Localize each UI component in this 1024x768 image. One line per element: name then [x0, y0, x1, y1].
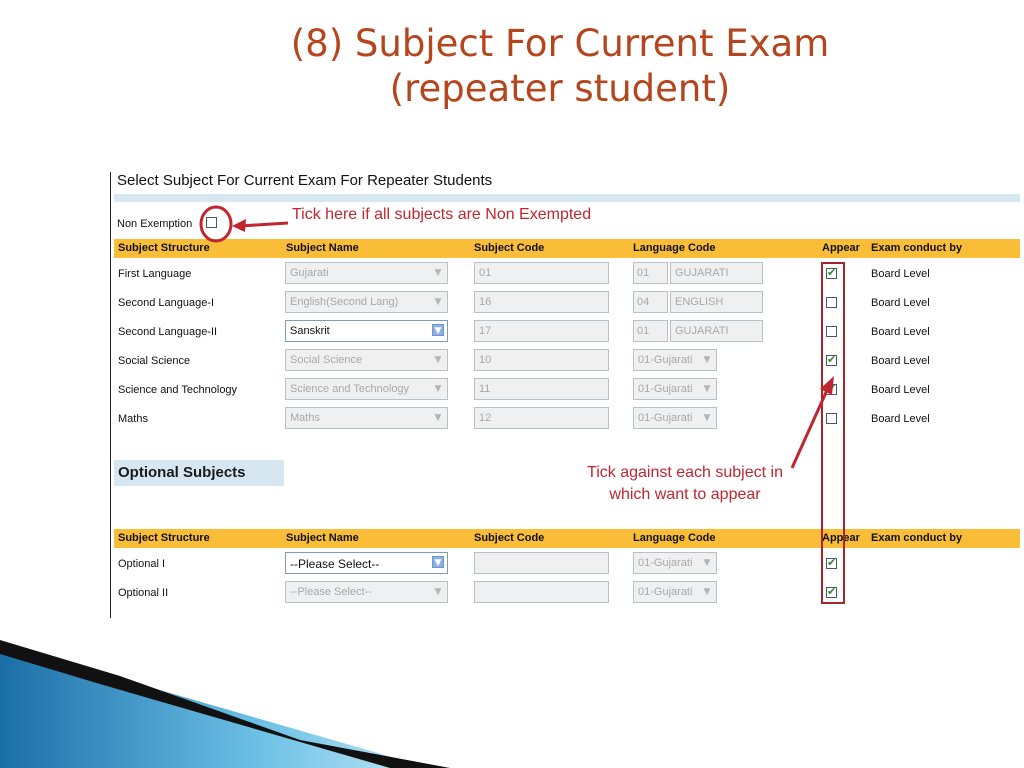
col-subject-code: Subject Code	[474, 242, 545, 254]
chevron-down-icon: ▼	[703, 587, 711, 597]
highlight-circle	[201, 207, 231, 241]
subject-name-value: Science and Technology	[290, 383, 410, 395]
subject-name-value: --Please Select--	[290, 557, 380, 571]
subject-structure-cell: Maths	[118, 413, 148, 425]
exam-conduct-cell: Board Level	[871, 297, 930, 309]
exam-conduct-cell: Board Level	[871, 355, 930, 367]
col-subject-structure: Subject Structure	[118, 532, 210, 544]
chevron-down-icon: ▼	[703, 355, 711, 365]
subject-structure-cell: First Language	[118, 268, 192, 280]
annotation-arrow-line	[240, 223, 288, 226]
subject-name-value: Maths	[290, 412, 320, 424]
subject-name-value: Sanskrit	[290, 325, 330, 337]
language-code-value: 01-Gujarati	[638, 557, 693, 569]
chevron-down-icon: ▼	[703, 384, 711, 394]
subject-structure-cell: Second Language-II	[118, 326, 218, 338]
col-appear: Appear	[822, 242, 860, 254]
subject-name-value: --Please Select--	[290, 586, 372, 598]
appear-column-highlight	[822, 263, 844, 603]
language-code-value: 01-Gujarati	[638, 383, 693, 395]
col-language-code: Language Code	[633, 532, 716, 544]
optional-subjects-title: Optional Subjects	[114, 460, 284, 486]
language-name-field: ENGLISH	[670, 291, 763, 313]
appear-hint-line1: Tick against each subject in	[587, 464, 783, 481]
subject-code-value: 17	[479, 325, 492, 337]
language-code-value: 01-Gujarati	[638, 354, 693, 366]
chevron-down-icon[interactable]: ▼	[432, 324, 444, 336]
chevron-down-icon: ▼	[703, 413, 711, 423]
col-subject-structure: Subject Structure	[118, 242, 210, 254]
appear-hint-line2: which want to appear	[609, 486, 761, 503]
col-appear: Appear	[822, 532, 860, 544]
col-subject-name: Subject Name	[286, 532, 359, 544]
col-language-code: Language Code	[633, 242, 716, 254]
language-code-field: 01	[633, 320, 668, 342]
appear-hint	[560, 462, 810, 506]
subject-structure-cell: Optional I	[118, 558, 166, 570]
subject-code-value: 12	[479, 412, 492, 424]
chevron-down-icon: ▼	[434, 413, 442, 423]
language-name-field: GUJARATI	[670, 262, 763, 284]
exam-conduct-cell: Board Level	[871, 413, 930, 425]
language-code-field: 04	[633, 291, 668, 313]
exam-conduct-cell: Board Level	[871, 384, 930, 396]
col-subject-code: Subject Code	[474, 532, 545, 544]
chevron-down-icon: ▼	[434, 297, 442, 307]
col-subject-name: Subject Name	[286, 242, 359, 254]
chevron-down-icon[interactable]: ▼	[432, 556, 444, 568]
exam-conduct-cell: Board Level	[871, 268, 930, 280]
form-heading: Select Subject For Current Exam For Repeater Students	[117, 172, 493, 189]
exam-conduct-cell: Board Level	[871, 326, 930, 338]
subject-code-value: 11	[479, 383, 491, 395]
col-exam-conduct: Exam conduct by	[871, 532, 963, 544]
non-exempt-hint: Tick here if all subjects are Non Exempted	[292, 206, 592, 223]
chevron-down-icon: ▼	[434, 268, 442, 278]
chevron-down-icon: ▼	[434, 355, 442, 365]
language-name-field: GUJARATI	[670, 320, 763, 342]
language-code-field: 01	[633, 262, 668, 284]
chevron-down-icon: ▼	[434, 384, 442, 394]
subject-code-value: 10	[479, 354, 492, 366]
subject-structure-cell: Second Language-I	[118, 297, 215, 309]
subject-name-value: English(Second Lang)	[290, 296, 399, 308]
non-exemption-label: Non Exemption	[117, 218, 193, 230]
slide-title-line1: (8) Subject For Current Exam	[290, 22, 830, 65]
subject-code-value: 16	[479, 296, 492, 308]
subject-structure-cell: Science and Technology	[118, 384, 238, 396]
language-code-value: 01-Gujarati	[638, 586, 693, 598]
language-code-value: 01-Gujarati	[638, 412, 693, 424]
arrow-head-icon	[232, 219, 246, 232]
subject-name-value: Social Science	[290, 354, 363, 366]
decorative-swoosh	[0, 640, 620, 768]
subject-structure-cell: Optional II	[118, 587, 169, 599]
col-exam-conduct: Exam conduct by	[871, 242, 963, 254]
subject-structure-cell: Social Science	[118, 355, 191, 367]
chevron-down-icon: ▼	[434, 587, 442, 597]
chevron-down-icon: ▼	[703, 558, 711, 568]
subject-name-value: Gujarati	[290, 267, 329, 279]
subject-code-value: 01	[479, 267, 492, 279]
slide-title-line2: (repeater student)	[389, 67, 731, 110]
